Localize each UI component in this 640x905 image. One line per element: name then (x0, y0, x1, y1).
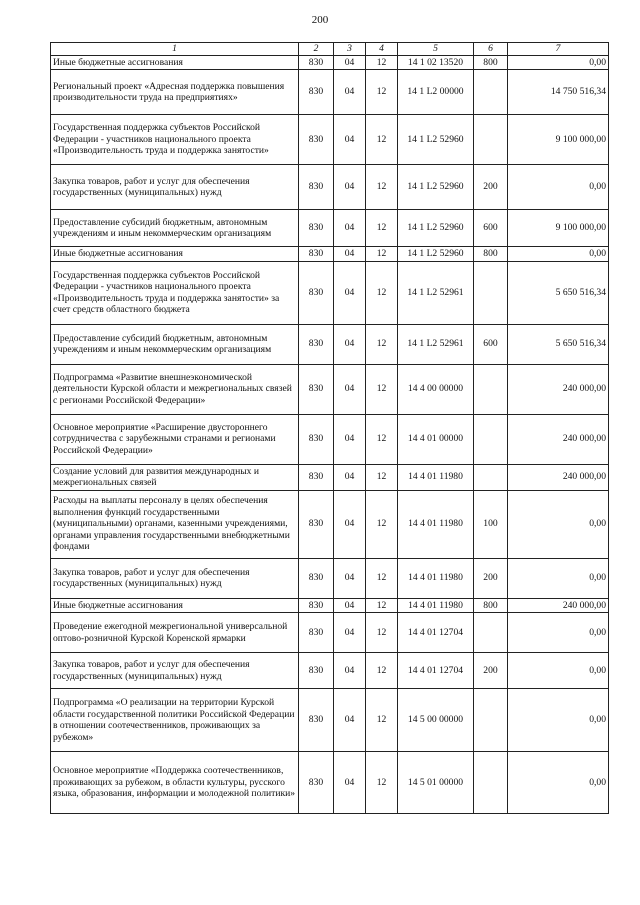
table-row (51, 210, 609, 247)
column-header: 7 (508, 43, 609, 56)
amount-cell: 0,00 (508, 55, 609, 70)
target-article-cell: 14 1 L2 52960 (398, 115, 474, 165)
subsection-cell: 12 (366, 752, 398, 814)
section-cell: 04 (334, 613, 366, 653)
amount-cell: 0,00 (508, 558, 609, 598)
amount-cell: 240 000,00 (508, 464, 609, 490)
subsection-cell: 12 (366, 165, 398, 210)
target-article-cell: 14 5 01 00000 (398, 752, 474, 814)
section-cell: 04 (334, 598, 366, 613)
section-cell: 04 (334, 70, 366, 115)
subsection-cell: 12 (366, 598, 398, 613)
target-article-cell: 14 4 01 00000 (398, 414, 474, 464)
grbs-cell: 830 (299, 464, 334, 490)
table-row (51, 653, 609, 689)
section-cell: 04 (334, 210, 366, 247)
grbs-cell: 830 (299, 558, 334, 598)
budget-table (50, 42, 609, 814)
grbs-cell: 830 (299, 247, 334, 262)
target-article-cell: 14 1 L2 52960 (398, 210, 474, 247)
column-header: 4 (366, 43, 398, 56)
table-row (51, 558, 609, 598)
section-cell: 04 (334, 55, 366, 70)
row-name-cell: Основное мероприятие «Поддержка соотечественников, проживающих за рубежом, в области культуры, русского языка, образования, информации и молодежной политики» (51, 752, 299, 814)
grbs-cell: 830 (299, 613, 334, 653)
amount-cell: 0,00 (508, 247, 609, 262)
row-name-cell: Создание условий для развития международных и межрегиональных связей (51, 464, 299, 490)
subsection-cell: 12 (366, 689, 398, 752)
target-article-cell: 14 4 01 11980 (398, 464, 474, 490)
expense-type-cell (474, 364, 508, 414)
grbs-cell: 830 (299, 689, 334, 752)
table-body (51, 55, 609, 814)
expense-type-cell: 200 (474, 558, 508, 598)
expense-type-cell: 800 (474, 247, 508, 262)
grbs-cell: 830 (299, 70, 334, 115)
column-header: 3 (334, 43, 366, 56)
row-name-cell: Закупка товаров, работ и услуг для обеспечения государственных (муниципальных) нужд (51, 165, 299, 210)
grbs-cell: 830 (299, 55, 334, 70)
row-name-cell: Расходы на выплаты персоналу в целях обеспечения выполнения функций государственными (муниципальными) органами, казенными учреждениями, органами управления государственными внебюджетными фондами (51, 490, 299, 558)
row-name-cell: Государственная поддержка субъектов Российской Федерации - участников национального проекта «Производительность труда и поддержка занятости» (51, 115, 299, 165)
expense-type-cell (474, 689, 508, 752)
table-header-row (51, 43, 609, 56)
column-header: 5 (398, 43, 474, 56)
table-row (51, 247, 609, 262)
table-row (51, 613, 609, 653)
grbs-cell: 830 (299, 165, 334, 210)
grbs-cell: 830 (299, 752, 334, 814)
target-article-cell: 14 4 01 11980 (398, 490, 474, 558)
section-cell: 04 (334, 247, 366, 262)
expense-type-cell: 800 (474, 598, 508, 613)
subsection-cell: 12 (366, 558, 398, 598)
column-header: 2 (299, 43, 334, 56)
expense-type-cell: 100 (474, 490, 508, 558)
section-cell: 04 (334, 490, 366, 558)
grbs-cell: 830 (299, 364, 334, 414)
amount-cell: 0,00 (508, 613, 609, 653)
page-number: 200 (311, 14, 329, 26)
column-header: 6 (474, 43, 508, 56)
target-article-cell: 14 1 L2 00000 (398, 70, 474, 115)
row-name-cell: Иные бюджетные ассигнования (51, 598, 299, 613)
expense-type-cell: 800 (474, 55, 508, 70)
row-name-cell: Закупка товаров, работ и услуг для обеспечения государственных (муниципальных) нужд (51, 653, 299, 689)
subsection-cell: 12 (366, 613, 398, 653)
target-article-cell: 14 1 L2 52960 (398, 247, 474, 262)
expense-type-cell (474, 115, 508, 165)
grbs-cell: 830 (299, 115, 334, 165)
amount-cell: 0,00 (508, 490, 609, 558)
amount-cell: 9 100 000,00 (508, 210, 609, 247)
row-name-cell: Предоставление субсидий бюджетным, автономным учреждениям и иным некоммерческим организациям (51, 324, 299, 364)
subsection-cell: 12 (366, 210, 398, 247)
amount-cell: 0,00 (508, 752, 609, 814)
target-article-cell: 14 1 L2 52961 (398, 261, 474, 324)
row-name-cell: Закупка товаров, работ и услуг для обеспечения государственных (муниципальных) нужд (51, 558, 299, 598)
target-article-cell: 14 5 00 00000 (398, 689, 474, 752)
row-name-cell: Иные бюджетные ассигнования (51, 247, 299, 262)
section-cell: 04 (334, 689, 366, 752)
amount-cell: 5 650 516,34 (508, 261, 609, 324)
row-name-cell: Иные бюджетные ассигнования (51, 55, 299, 70)
column-header: 1 (51, 43, 299, 56)
section-cell: 04 (334, 261, 366, 324)
section-cell: 04 (334, 464, 366, 490)
table-row (51, 364, 609, 414)
section-cell: 04 (334, 364, 366, 414)
target-article-cell: 14 4 01 11980 (398, 558, 474, 598)
table-row (51, 752, 609, 814)
row-name-cell: Предоставление субсидий бюджетным, автономным учреждениям и иным некоммерческим организациям (51, 210, 299, 247)
amount-cell: 0,00 (508, 689, 609, 752)
row-name-cell: Подпрограмма «О реализации на территории Курской области государственной политики Российской Федерации в отношении соотечественников, проживающих за рубежом» (51, 689, 299, 752)
target-article-cell: 14 4 01 12704 (398, 613, 474, 653)
row-name-cell: Региональный проект «Адресная поддержка повышения производительности труда на предприятиях» (51, 70, 299, 115)
expense-type-cell (474, 752, 508, 814)
expense-type-cell (474, 70, 508, 115)
table-row (51, 55, 609, 70)
target-article-cell: 14 4 00 00000 (398, 364, 474, 414)
subsection-cell: 12 (366, 324, 398, 364)
section-cell: 04 (334, 115, 366, 165)
subsection-cell: 12 (366, 70, 398, 115)
target-article-cell: 14 1 L2 52960 (398, 165, 474, 210)
expense-type-cell: 200 (474, 653, 508, 689)
amount-cell: 240 000,00 (508, 598, 609, 613)
grbs-cell: 830 (299, 261, 334, 324)
row-name-cell: Подпрограмма «Развитие внешнеэкономической деятельности Курской области и межрегиональных связей с регионами Российской Федерации» (51, 364, 299, 414)
subsection-cell: 12 (366, 55, 398, 70)
target-article-cell: 14 4 01 12704 (398, 653, 474, 689)
table-row (51, 165, 609, 210)
target-article-cell: 14 4 01 11980 (398, 598, 474, 613)
grbs-cell: 830 (299, 324, 334, 364)
grbs-cell: 830 (299, 210, 334, 247)
section-cell: 04 (334, 558, 366, 598)
subsection-cell: 12 (366, 414, 398, 464)
table-row (51, 490, 609, 558)
amount-cell: 14 750 516,34 (508, 70, 609, 115)
subsection-cell: 12 (366, 261, 398, 324)
section-cell: 04 (334, 414, 366, 464)
table-row (51, 414, 609, 464)
subsection-cell: 12 (366, 247, 398, 262)
section-cell: 04 (334, 165, 366, 210)
row-name-cell: Основное мероприятие «Расширение двустороннего сотрудничества с зарубежными странами и регионами Российской Федерации» (51, 414, 299, 464)
amount-cell: 5 650 516,34 (508, 324, 609, 364)
subsection-cell: 12 (366, 115, 398, 165)
table-row (51, 464, 609, 490)
table-row (51, 598, 609, 613)
subsection-cell: 12 (366, 464, 398, 490)
expense-type-cell (474, 464, 508, 490)
expense-type-cell (474, 261, 508, 324)
section-cell: 04 (334, 752, 366, 814)
grbs-cell: 830 (299, 414, 334, 464)
subsection-cell: 12 (366, 490, 398, 558)
expense-type-cell: 600 (474, 210, 508, 247)
section-cell: 04 (334, 653, 366, 689)
table-row (51, 70, 609, 115)
amount-cell: 9 100 000,00 (508, 115, 609, 165)
section-cell: 04 (334, 324, 366, 364)
amount-cell: 0,00 (508, 653, 609, 689)
expense-type-cell: 200 (474, 165, 508, 210)
row-name-cell: Государственная поддержка субъектов Российской Федерации - участников национального проекта «Производительность труда и поддержка занятости» за счет средств областного бюджета (51, 261, 299, 324)
table-row (51, 689, 609, 752)
amount-cell: 240 000,00 (508, 414, 609, 464)
target-article-cell: 14 1 02 13520 (398, 55, 474, 70)
grbs-cell: 830 (299, 653, 334, 689)
amount-cell: 240 000,00 (508, 364, 609, 414)
expense-type-cell: 600 (474, 324, 508, 364)
table-row (51, 115, 609, 165)
table-row (51, 324, 609, 364)
table-row (51, 261, 609, 324)
target-article-cell: 14 1 L2 52961 (398, 324, 474, 364)
subsection-cell: 12 (366, 364, 398, 414)
grbs-cell: 830 (299, 598, 334, 613)
row-name-cell: Проведение ежегодной межрегиональной универсальной оптово-розничной Курской Коренской ярмарки (51, 613, 299, 653)
subsection-cell: 12 (366, 653, 398, 689)
amount-cell: 0,00 (508, 165, 609, 210)
expense-type-cell (474, 414, 508, 464)
grbs-cell: 830 (299, 490, 334, 558)
expense-type-cell (474, 613, 508, 653)
